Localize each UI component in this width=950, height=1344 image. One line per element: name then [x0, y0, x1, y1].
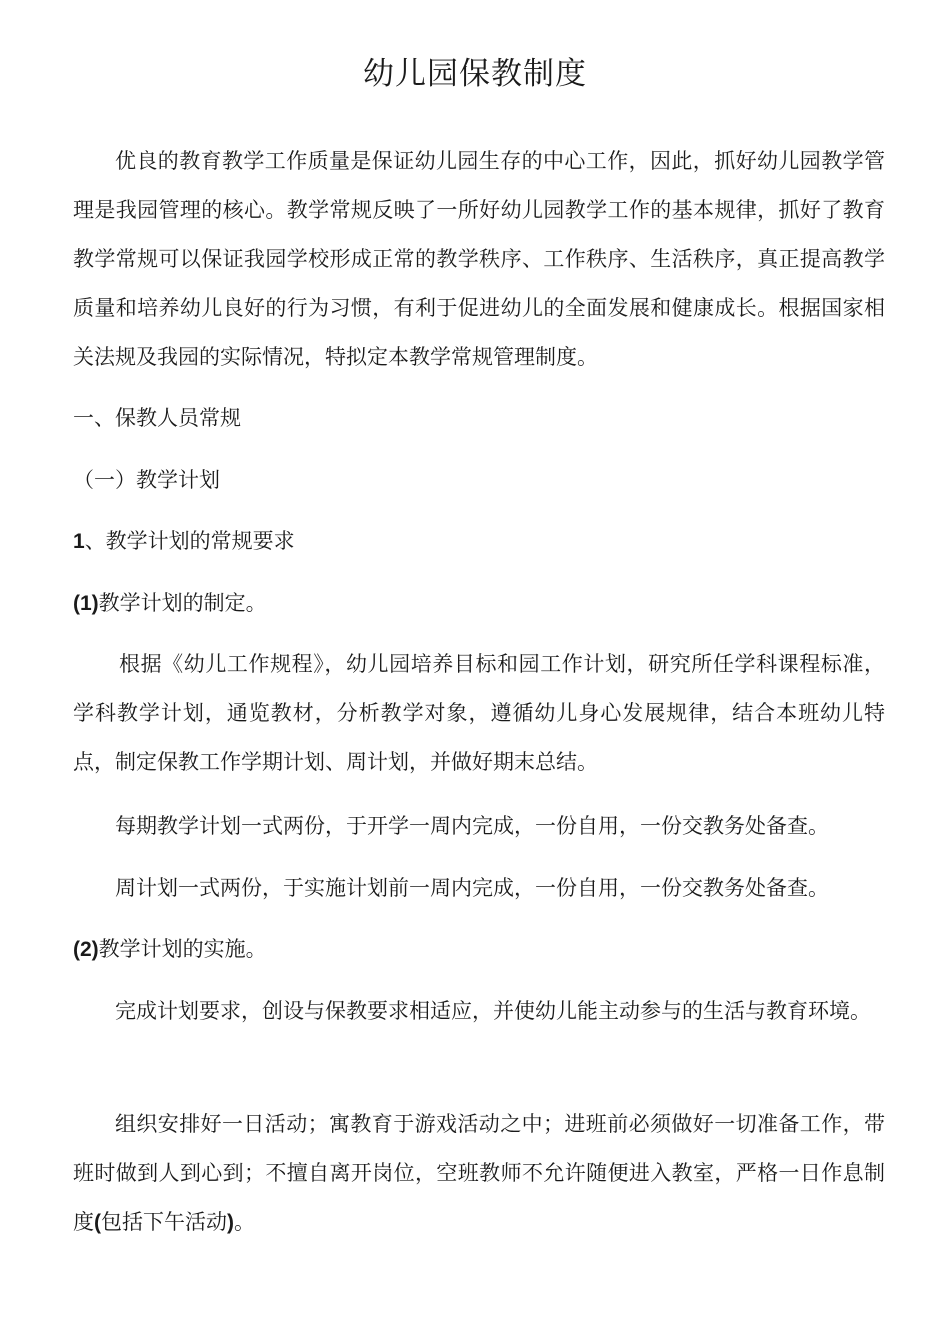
- item-heading-1: [73, 525, 885, 558]
- sentence-end: 。: [234, 1210, 255, 1234]
- paren-close: ): [227, 1211, 234, 1234]
- item-number: (2): [73, 938, 99, 961]
- document-title: 幼儿园保教制度: [363, 56, 587, 92]
- implementation-text: 组织安排好一日活动；寓教育于游戏活动之中；进班前必须做好一切准备工作，带班时做到人到心到；不擅自离开岗位，空班教师不允许随便进入教室，严格一日作息制度: [73, 1112, 885, 1234]
- plan-paragraph-2: 每期教学计划一式两份，于开学一周内完成，一份自用，一份交教务处备查。: [115, 814, 829, 838]
- paren-text: 包括下午活动: [101, 1210, 227, 1234]
- item-number: 1: [73, 530, 85, 553]
- paren-open: (: [94, 1211, 101, 1234]
- item-text: 、教学计划的常规要求: [84, 529, 295, 553]
- intro-paragraph: 优良的教育教学工作质量是保证幼儿园生存的中心工作，因此，抓好幼儿园教学管理是我园管理的核心。教学常规反映了一所好幼儿园教学工作的基本规律，抓好了教育教学常规可以保证我园学校形成正常的教学秩序、工作秩序、生活秩序，真正提高教学质量和培养幼儿良好的行为习惯，有利于促进幼儿的全面发展和健康成长。根据国家相关法规及我园的实际情况，特拟定本教学常规管理制度。: [73, 149, 885, 369]
- item-number: (1): [73, 592, 99, 615]
- item-heading-1-1: [73, 587, 885, 620]
- section-heading-1: 一、保教人员常规: [73, 406, 241, 430]
- implementation-paragraph-2: [73, 1100, 885, 1247]
- item-text: 教学计划的制定。: [98, 591, 267, 615]
- subsection-heading-teaching-plan: （一）教学计划: [73, 468, 220, 492]
- implementation-paragraph-1: 完成计划要求，创设与保教要求相适应，并使幼儿能主动参与的生活与教育环境。: [115, 999, 871, 1023]
- plan-paragraph-1: 根据《幼儿工作规程》，幼儿园培养目标和园工作计划，研究所任学科课程标准，学科教学计划，通览教材，分析教学对象，遵循幼儿身心发展规律，结合本班幼儿特点，制定保教工作学期计划、周计划，并做好期末总结。: [73, 652, 885, 774]
- plan-paragraph-3: 周计划一式两份，于实施计划前一周内完成，一份自用，一份交教务处备查。: [115, 876, 829, 900]
- item-heading-1-2: [73, 933, 885, 966]
- item-text: 教学计划的实施。: [98, 937, 267, 961]
